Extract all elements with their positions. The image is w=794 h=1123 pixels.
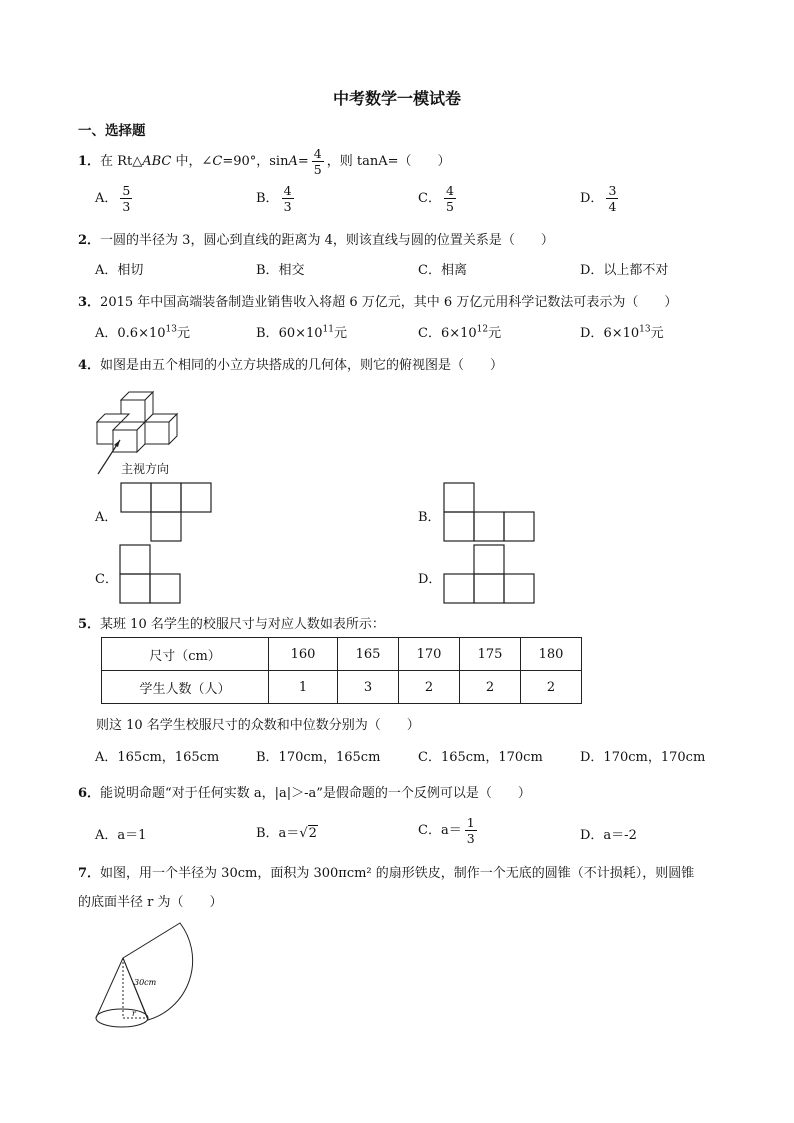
size-table xyxy=(101,637,582,704)
q4-option-b-figure[interactable] xyxy=(443,482,535,542)
table-cell: 175 xyxy=(460,638,521,671)
question-4: 4．如图是由五个相同的小立方块搭成的几何体，则它的俯视图是（ ） xyxy=(78,358,504,373)
table-header-cell: 尺寸（cm） xyxy=(102,638,269,671)
q4-option-d-figure[interactable] xyxy=(443,544,535,604)
q1-option-c[interactable]: C． $\frac{4}{5}$ xyxy=(418,183,454,215)
q3-option-b[interactable]: B．$60\times 10^{11}$元 xyxy=(256,324,348,341)
q4-option-a-figure[interactable] xyxy=(120,482,212,542)
table-cell: 3 xyxy=(338,671,399,704)
table-cell: 2 xyxy=(460,671,521,704)
cone-sector-figure xyxy=(90,918,200,1033)
question-7-line2: 的底面半径 r 为（ ） xyxy=(78,895,223,910)
question-1: 1．在 Rt△ABC 中，∠C=90°，sinA= $\frac{4}{5}$ ，则 tanA=（ ） xyxy=(78,146,451,178)
q2-option-d[interactable]: D．以上都不对 xyxy=(580,263,669,278)
question-7: 7．如图，用一个半径为 30cm，面积为 300πcm² 的扇形铁皮，制作一个无底的圆锥（不计损耗），则圆锥 xyxy=(78,866,695,881)
table-row xyxy=(102,638,582,671)
table-cell: 170 xyxy=(399,638,460,671)
section-heading: 一、选择题 xyxy=(78,123,146,139)
table-cell: 2 xyxy=(521,671,582,704)
q4-option-d-label[interactable]: D． xyxy=(418,572,442,587)
question-3: 3．2015 年中国高端装备制造业销售收入将超 6 万亿元，其中 6 万亿元用科学记数法可表示为（ ） xyxy=(78,295,678,310)
q2-option-c[interactable]: C．相离 xyxy=(418,263,467,278)
square-root: √2 xyxy=(299,826,317,841)
q1-option-d[interactable]: D． $\frac{3}{4}$ xyxy=(580,183,617,215)
table-cell: 1 xyxy=(269,671,338,704)
table-cell: 165 xyxy=(338,638,399,671)
q1-option-a[interactable]: A． $\frac{5}{3}$ xyxy=(95,183,131,215)
q6-option-a[interactable]: A．a＝1 xyxy=(95,828,147,843)
q4-option-c-label[interactable]: C． xyxy=(95,572,118,587)
q2-option-b[interactable]: B．相交 xyxy=(256,263,305,278)
question-5: 5．某班 10 名学生的校服尺寸与对应人数如表所示： xyxy=(78,617,385,632)
question-number: 1． xyxy=(78,154,101,170)
q5-option-d[interactable]: D．170cm，170cm xyxy=(580,750,706,765)
question-2: 2．一圆的半径为 3，圆心到直线的距离为 4，则该直线与圆的位置关系是（ ） xyxy=(78,233,554,248)
q5-option-b[interactable]: B．170cm，165cm xyxy=(256,750,381,765)
table-cell: 2 xyxy=(399,671,460,704)
radius-label: r xyxy=(132,1009,136,1018)
q3-option-a[interactable]: A．$0.6\times 10^{13}$元 xyxy=(95,324,190,341)
table-header-cell: 学生人数（人） xyxy=(102,671,269,704)
q3-option-d[interactable]: D．$6\times 10^{13}$元 xyxy=(580,324,664,341)
table-cell: 180 xyxy=(521,638,582,671)
q4-option-c-figure[interactable] xyxy=(119,544,181,604)
q6-option-c[interactable]: C．a＝ $\frac{1}{3}$ xyxy=(418,815,475,847)
fraction: $\frac{4}{5}$ xyxy=(313,146,322,178)
q6-option-d[interactable]: D．a＝-2 xyxy=(580,828,637,843)
q3-option-c[interactable]: C．$6\times 10^{12}$元 xyxy=(418,324,502,341)
q4-option-a-label[interactable]: A． xyxy=(95,510,118,525)
q1-option-b[interactable]: B． $\frac{4}{3}$ xyxy=(256,183,292,215)
table-cell: 160 xyxy=(269,638,338,671)
question-6: 6．能说明命题“对于任何实数 a，|a|＞-a”是假命题的一个反例可以是（ ） xyxy=(78,786,531,801)
question-5-prompt: 则这 10 名学生校服尺寸的众数和中位数分别为（ ） xyxy=(96,718,420,733)
slant-length-label: 30cm xyxy=(134,978,157,987)
q5-option-c[interactable]: C．165cm，170cm xyxy=(418,750,543,765)
q6-option-b[interactable]: B．a＝√2 xyxy=(256,826,317,841)
direction-label: 主视方向 xyxy=(121,462,170,476)
q4-option-b-label[interactable]: B． xyxy=(418,510,441,525)
q2-option-a[interactable]: A．相切 xyxy=(95,263,144,278)
page-title: 中考数学一模试卷 xyxy=(332,89,461,108)
q5-option-a[interactable]: A．165cm，165cm xyxy=(95,750,220,765)
table-row xyxy=(102,671,582,704)
